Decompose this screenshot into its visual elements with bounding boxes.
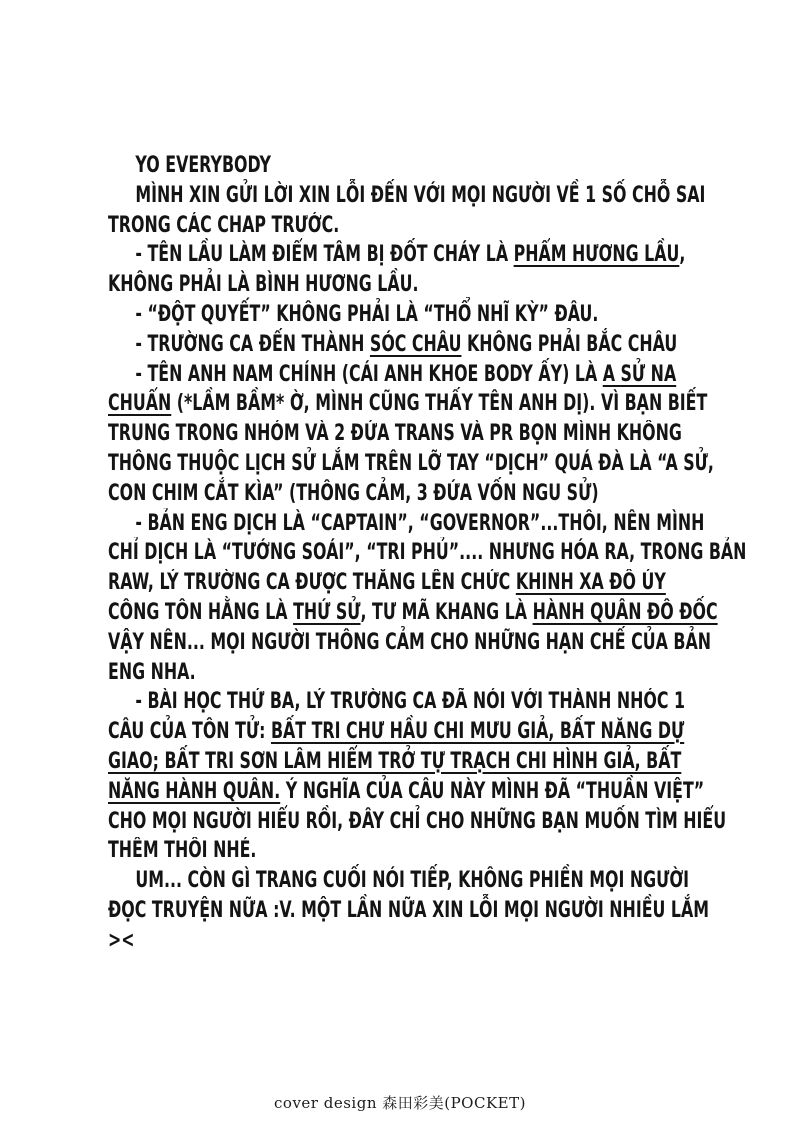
underlined-text: SÓC CHÂU (369, 331, 462, 357)
text-line (108, 479, 605, 509)
text-segment: (*LẦM BẦM* Ờ, MÌNH CŨNG THẤY TÊN ANH DỊ). VÌ BẠN BIẾT (171, 391, 708, 417)
text-line (108, 777, 705, 807)
text-line (108, 658, 605, 688)
text-line (108, 330, 678, 360)
underlined-text: THỨ SỬ (293, 599, 361, 625)
text-line (108, 181, 706, 211)
text-line (108, 687, 686, 717)
text-segment: - BẢN ENG DỊCH LÀ “CAPTAIN”, “GOVERNOR”...THÔI, NÊN MÌNH (135, 510, 705, 536)
text-line (108, 509, 705, 539)
text-segment: KHÔNG PHẢI BẮC CHÂU (461, 331, 678, 357)
text-segment: - “ĐỘT QUYẾT” KHÔNG PHẢI LÀ “THỔ NHĨ KỲ” ĐÂU. (135, 301, 599, 327)
text-line (108, 419, 682, 449)
text-segment: THÔNG THUỘC LỊCH SỬ LẮM TRÊN LỠ TAY “DỊCH” QUÁ ĐÀ LÀ “A SỬ, (108, 450, 714, 476)
text-line (108, 926, 605, 956)
text-segment: TRONG CÁC CHAP TRƯỚC. (108, 212, 340, 238)
text-line (108, 211, 605, 241)
text-segment: , (679, 242, 686, 268)
text-segment: ENG NHA. (108, 659, 196, 685)
text-segment: >< (108, 927, 135, 953)
text-segment: CÔNG TÔN HẰNG LÀ (108, 599, 294, 625)
text-line (108, 866, 690, 896)
text-line (108, 300, 605, 330)
text-segment: KHÔNG PHẢI LÀ BÌNH HƯƠNG LẦU. (108, 272, 419, 298)
text-segment: TRUNG TRONG NHÓM VÀ 2 ĐỨA TRANS VÀ PR BỌN MÌNH KHÔNG (108, 421, 682, 447)
text-line (108, 449, 714, 479)
text-segment: - TRƯỜNG CA ĐẾN THÀNH (135, 331, 370, 357)
text-line (108, 389, 708, 419)
text-line (108, 747, 682, 777)
text-segment: - BÀI HỌC THỨ BA, LÝ TRƯỜNG CA ĐÃ NÓI VỚI THÀNH NHÓC 1 (135, 689, 686, 715)
underlined-text: HÀNH QUÂN ĐÔ ĐỐC (532, 599, 718, 625)
text-segment: Ý NGHĨA CỦA CÂU NÀY MÌNH ĐÃ “THUẦN VIỆT” (280, 778, 705, 804)
text-segment: UM... CÒN GÌ TRANG CUỐI NÓI TIẾP, KHÔNG PHIỀN MỌI NGƯỜI (135, 868, 690, 894)
text-line (108, 568, 666, 598)
text-segment: CHỈ DỊCH LÀ “TƯỚNG SOÁI”, “TRI PHỦ”.... NHƯNG HÓA RA, TRONG BẢN (108, 540, 747, 566)
text-segment: ĐỌC TRUYỆN NỮA :V. MỘT LẦN NỮA XIN LỖI MỌI NGƯỜI NHIỀU LẮM (108, 897, 710, 923)
cover-design-credit: cover design 森田彩美(POCKET) (274, 1094, 526, 1112)
underlined-text: BẤT TRI CHƯ HẦU CHI MƯU GIẢ, BẤT NĂNG DỰ (270, 719, 685, 745)
text-line (108, 151, 605, 181)
text-segment: MÌNH XIN GỬI LỜI XIN LỖI ĐẾN VỚI MỌI NGƯỜI VỀ 1 SỐ CHỖ SAI (135, 182, 706, 208)
text-segment: - TÊN LẦU LÀM ĐIỂM TÂM BỊ ĐỐT CHÁY LÀ (135, 242, 514, 268)
text-segment: YO EVERYBODY (135, 153, 271, 178)
text-segment: RAW, LÝ TRƯỜNG CA ĐƯỢC THĂNG LÊN CHỨC (108, 570, 516, 596)
text-line (108, 270, 605, 300)
text-line (108, 598, 718, 628)
text-segment: CHO MỌI NGƯỜI HIỂU RỒI, ĐÂY CHỈ CHO NHỮNG BẠN MUỐN TÌM HIỂU (108, 808, 727, 834)
underlined-text: KHINH XA ĐÔ ÚY (515, 570, 666, 596)
text-segment: CON CHIM CẮT KÌA” (THÔNG CẢM, 3 ĐỨA VỐN NGU SỬ) (108, 480, 599, 506)
text-segment: - TÊN ANH NAM CHÍNH (CÁI ANH KHOE BODY ẤY) LÀ (135, 361, 603, 387)
text-segment: , TƯ MÃ KHANG LÀ (360, 599, 533, 625)
text-line (108, 360, 677, 390)
underlined-text: GIAO; BẤT TRI SƠN LÂM HIỂM TRỞ TỰ TRẠCH CHI HÌNH GIẢ, BẤT (108, 748, 682, 774)
underlined-text: PHẨM HƯƠNG LẦU (513, 242, 680, 268)
text-segment: THÊM THÔI NHÉ. (108, 838, 257, 864)
text-line (108, 896, 710, 926)
translator-note-body (108, 151, 798, 956)
underlined-text: CHUẨN (108, 391, 172, 417)
underlined-text: NĂNG HÀNH QUÂN. (108, 778, 281, 804)
text-line (108, 807, 727, 837)
text-line (108, 628, 711, 658)
text-line (108, 836, 605, 866)
text-line (108, 240, 686, 270)
text-segment: VẬY NÊN... MỌI NGƯỜI THÔNG CẢM CHO NHỮNG HẠN CHẾ CỦA BẢN (108, 629, 711, 655)
text-line (108, 717, 685, 747)
underlined-text: A SỬ NA (602, 361, 677, 387)
text-segment: CÂU CỦA TÔN TỬ: (108, 719, 271, 745)
text-line (108, 538, 747, 568)
